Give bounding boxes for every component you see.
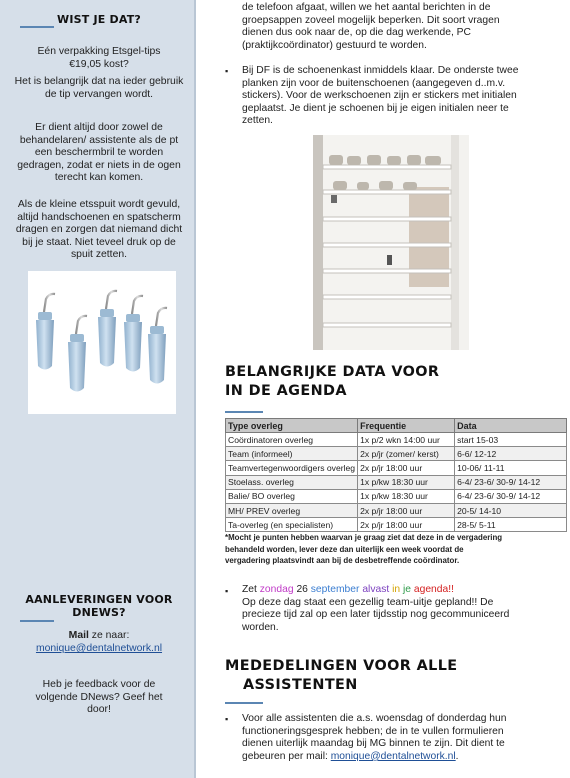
syringe-tip xyxy=(36,294,55,370)
bullet-marker: ▪ xyxy=(225,714,229,724)
save-the-date-rainbow-line xyxy=(242,584,560,597)
mail-suffix: ze naar: xyxy=(91,630,130,641)
intro-paragraph xyxy=(242,2,562,52)
text-fragment: gebeuren per mail: xyxy=(242,750,328,762)
bullet-marker: ▪ xyxy=(225,586,229,596)
table-row xyxy=(226,489,567,503)
text-line: dienen dus ook naar de, op die dag werkende, PC xyxy=(242,27,471,39)
agenda-note xyxy=(225,532,565,567)
table-cell: Ta-overleg (en specialisten) xyxy=(226,518,358,532)
table-cell: 2x p/jr 18:00 uur xyxy=(358,518,455,532)
syringe-tip xyxy=(68,316,87,392)
submit-title: AANLEVERINGEN VOOR DNEWS? xyxy=(25,593,173,619)
announcement-email-link[interactable]: monique@dentalnetwork.nl xyxy=(330,750,456,762)
table-cell: Team (informeel) xyxy=(226,447,358,461)
tip-eyewear: Er dient altijd door zowel de behandelaren/ assistente als de pt een beschermbril te worden gedragen, zodat er niets in de ogen terecht kan komen. xyxy=(17,122,181,184)
table-cell: Stoelass. overleg xyxy=(226,475,358,489)
submit-title-rule xyxy=(20,620,54,622)
mail-line xyxy=(14,630,184,643)
agenda-heading xyxy=(225,363,439,401)
text-line: dienen uiterlijk maandag bij MG binnen te zijn. Dit dient te xyxy=(242,738,505,750)
text-line: stickers). Voor de werkschoenen zijn er stickers met initialen xyxy=(242,90,517,102)
table-row xyxy=(226,475,567,489)
table-cell: Balie/ BO overleg xyxy=(226,489,358,503)
text-line: (praktijkcoördinator) gestuurd te worden. xyxy=(242,39,427,51)
rainbow-word: agenda!! xyxy=(413,584,454,595)
table-cell: start 15-03 xyxy=(455,433,567,447)
meeting-schedule-table xyxy=(225,418,567,532)
table-cell: 20-5/ 14-10 xyxy=(455,503,567,517)
table-row xyxy=(226,433,567,447)
agenda-heading-line-1: BELANGRIJKE DATA VOOR xyxy=(225,364,440,380)
tip-syringe: Als de kleine etsspuit wordt gevuld, altijd handschoenen en spatscherm dragen en zorgen dat niemand dicht bij je staat. Niet teveel druk op de spuit zetten. xyxy=(15,199,183,261)
table-cell: Teamvertegenwoordigers overleg xyxy=(226,461,358,475)
save-the-date-paragraph xyxy=(242,584,560,634)
table-cell: MH/ PREV overleg xyxy=(226,503,358,517)
tip-title-rule xyxy=(20,26,54,28)
table-cell: 10-06/ 11-11 xyxy=(455,461,567,475)
rainbow-word: zondag xyxy=(259,584,294,595)
text-line: behandeld worden, lever deze dan uiterlijk een week voordat de xyxy=(225,544,464,554)
shoe-cabinet-photo xyxy=(313,135,469,350)
text-line: functioneringsgesprek hebben; de in te vullen formulieren xyxy=(242,725,504,737)
announcement-paragraph xyxy=(242,713,560,763)
announcements-heading-rule xyxy=(225,702,263,704)
shoe-cabinet-illustration xyxy=(313,135,469,350)
text-line xyxy=(242,751,560,764)
feedback-text: Heb je feedback voor de volgende DNews? Geef het door! xyxy=(35,679,163,716)
column-header-dates: Data xyxy=(455,419,567,433)
shoe-cabinet-paragraph xyxy=(242,65,560,128)
text-line: Bij DF is de schoenenkast inmiddels klaar. De onderste twee xyxy=(242,65,519,76)
table-row xyxy=(226,518,567,532)
table-cell: 2x p/jr 18:00 uur xyxy=(358,503,455,517)
table-row xyxy=(226,503,567,517)
column-header-frequency: Frequentie xyxy=(358,419,455,433)
table-cell: 1x p/kw 18:30 uur xyxy=(358,475,455,489)
table-row xyxy=(226,447,567,461)
syringe-tip xyxy=(98,291,117,367)
text-line: geplaatst. Je dient je schoenen bij je eigen initialen neer te xyxy=(242,102,509,114)
table-cell: 6-6/ 12-12 xyxy=(455,447,567,461)
rainbow-word: alvast xyxy=(362,584,390,595)
tip-title: WIST JE DAT? xyxy=(57,13,141,26)
text-line: groepsappen zoveel mogelijk beperken. Dit soort vragen xyxy=(242,14,500,26)
text-line: Op deze dag staat een gezellig team-uitje gepland!! De xyxy=(242,596,494,608)
tip-replace: Het is belangrijk dat na ieder gebruik de tip vervangen wordt. xyxy=(14,76,184,100)
announcements-heading-line-2: ASSISTENTEN xyxy=(243,677,358,693)
rainbow-word: september xyxy=(310,584,360,595)
text-line: precieze tijd zal op een later tijdsstip nog gecommuniceerd xyxy=(242,609,510,621)
table-cell: 6-4/ 23-6/ 30-9/ 14-12 xyxy=(455,475,567,489)
table-cell: 28-5/ 5-11 xyxy=(455,518,567,532)
rainbow-word: 26 xyxy=(296,584,308,595)
agenda-heading-line-2: IN DE AGENDA xyxy=(225,383,347,399)
etsgel-tips-image xyxy=(28,271,176,414)
syringe-tip xyxy=(124,296,143,372)
text-line: vergadering plaatsvindt aan bij de desbetreffende coördinator. xyxy=(225,556,460,566)
text-line: *Mocht je punten hebben waarvan je graag ziet dat deze in de vergadering xyxy=(225,533,503,542)
rainbow-word: in xyxy=(392,584,401,595)
syringe-tip xyxy=(148,308,167,384)
table-header-row xyxy=(226,419,567,433)
text-line: zetten. xyxy=(242,115,273,127)
table-row xyxy=(226,461,567,475)
table-cell: 1x p/kw 18:30 uur xyxy=(358,489,455,503)
mail-address-link[interactable]: monique@dentalnetwork.nl xyxy=(35,643,163,654)
text-line: de telefoon afgaat, willen we het aantal berichten in de xyxy=(242,2,491,13)
mail-label: Mail xyxy=(68,630,89,641)
text-line: worden. xyxy=(242,621,279,633)
table-cell: 2x p/jr 18:00 uur xyxy=(358,461,455,475)
rainbow-word: je xyxy=(402,584,411,595)
text-line: planken zijn voor de buitenschoenen (aangegeven d..m.v. xyxy=(242,77,506,89)
table-cell: 1x p/2 wkn 14:00 uur xyxy=(358,433,455,447)
table-cell: 6-4/ 23-6/ 30-9/ 14-12 xyxy=(455,489,567,503)
agenda-heading-rule xyxy=(225,411,263,413)
column-header-type: Type overleg xyxy=(226,419,358,433)
announcements-heading-line-1: MEDEDELINGEN VOOR ALLE xyxy=(225,658,458,674)
main-content xyxy=(207,0,564,778)
mail-address-line xyxy=(14,643,184,656)
announcements-heading xyxy=(225,657,458,695)
rainbow-word: Zet xyxy=(242,584,257,595)
table-cell: Coördinatoren overleg xyxy=(226,433,358,447)
bullet-marker: ▪ xyxy=(225,66,229,76)
table-cell: 2x p/jr (zomer/ kerst) xyxy=(358,447,455,461)
tip-price: Eén verpakking Etsgel-tips €19,05 kost? xyxy=(37,46,161,70)
etsgel-tips-illustration xyxy=(28,271,176,414)
sidebar xyxy=(0,0,196,778)
text-fragment: . xyxy=(455,750,459,762)
text-line: Voor alle assistenten die a.s. woensdag of donderdag hun xyxy=(242,713,507,724)
